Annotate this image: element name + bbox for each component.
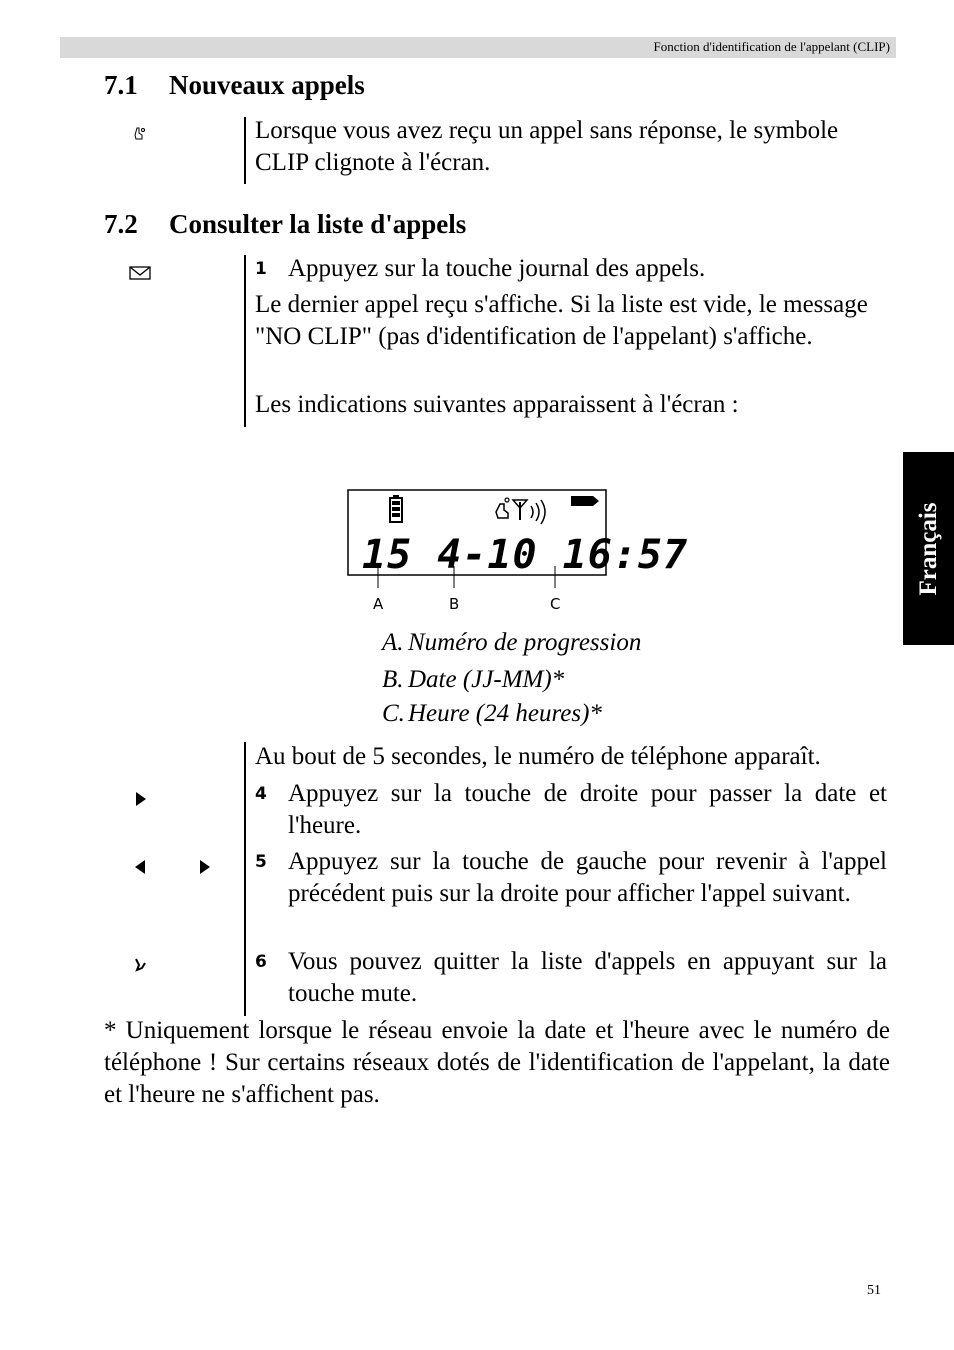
- step-text: Appuyez sur la touche de gauche pour revenir à l'appel précédent puis sur la droite pour afficher l'appel suivant.: [288, 848, 887, 907]
- section-number: 7.1: [104, 70, 138, 100]
- callout-label-b: B: [449, 595, 460, 613]
- legend-item-b: [382, 664, 564, 696]
- section2-para1: Le dernier appel reçu s'affiche. Si la liste est vide, le message "NO CLIP" (pas d'identification de l'appelant) s'affiche.: [255, 291, 868, 350]
- legend-letter: B.: [382, 666, 404, 693]
- lcd-illustration: [345, 488, 689, 618]
- step-4: [255, 778, 887, 842]
- missed-call-icon: [132, 126, 148, 142]
- section-heading-7-2: [104, 209, 466, 240]
- lcd-display: [345, 488, 689, 618]
- lcd-digits: 15 4-10 16:57: [362, 532, 689, 578]
- legend-letter: C.: [382, 700, 405, 727]
- step-text: Vous pouvez quitter la liste d'appels en appuyant sur la touche mute.: [288, 948, 887, 1007]
- left-arrow-icon: [133, 859, 147, 875]
- menu-arrow-icon: [571, 496, 599, 506]
- step-5: [255, 846, 887, 910]
- legend-item-c: [382, 698, 602, 730]
- header-text: Fonction d'identification de l'appelant (CLIP): [653, 39, 890, 54]
- step-text: Appuyez sur la touche de droite pour passer la date et l'heure.: [288, 780, 887, 839]
- legend-text: Date (JJ-MM)*: [408, 666, 565, 693]
- callout-label-c: C: [550, 595, 561, 613]
- language-label: Français: [914, 501, 942, 596]
- legend-text: Numéro de progression: [408, 629, 642, 656]
- section2-para2: Les indications suivantes apparaissent à l'écran :: [255, 391, 739, 418]
- callout-label-a: A: [373, 595, 384, 613]
- section-title: Nouveaux appels: [169, 70, 365, 100]
- envelope-icon: [129, 265, 151, 281]
- step-1: [255, 253, 887, 285]
- margin-rule: [244, 255, 246, 427]
- page-number: 51: [867, 1283, 881, 1298]
- language-side-tab: [903, 452, 954, 645]
- margin-rule: [244, 742, 246, 1016]
- legend-letter: A.: [382, 629, 404, 656]
- step-number: 5: [255, 852, 267, 872]
- footnote: * Uniquement lorsque le réseau envoie la date et l'heure avec le numéro de téléphone ! Sur certains réseaux dotés de l'identification de l'appelant, la date et l'heure ne s'affichent pas.: [104, 1017, 890, 1108]
- section1-text: Lorsque vous avez reçu un appel sans réponse, le symbole CLIP clignote à l'écran.: [255, 117, 839, 176]
- step-6: [255, 946, 887, 1010]
- section3-para: Au bout de 5 secondes, le numéro de téléphone apparaît.: [255, 743, 821, 770]
- mute-icon: [133, 956, 147, 974]
- step-text: Appuyez sur la touche journal des appels.: [288, 255, 706, 282]
- step-number: 4: [255, 784, 267, 804]
- running-header: [60, 37, 896, 58]
- step-number: 1: [255, 259, 267, 279]
- right-arrow-icon: [134, 791, 148, 807]
- step-number: 6: [255, 952, 267, 972]
- legend-item-a: [382, 627, 641, 659]
- section-title: Consulter la liste d'appels: [169, 209, 467, 239]
- section-heading-7-1: [104, 70, 365, 101]
- legend-text: Heure (24 heures)*: [408, 700, 602, 727]
- section-number: 7.2: [104, 209, 138, 239]
- right-arrow-icon: [198, 859, 212, 875]
- margin-rule: [244, 117, 246, 184]
